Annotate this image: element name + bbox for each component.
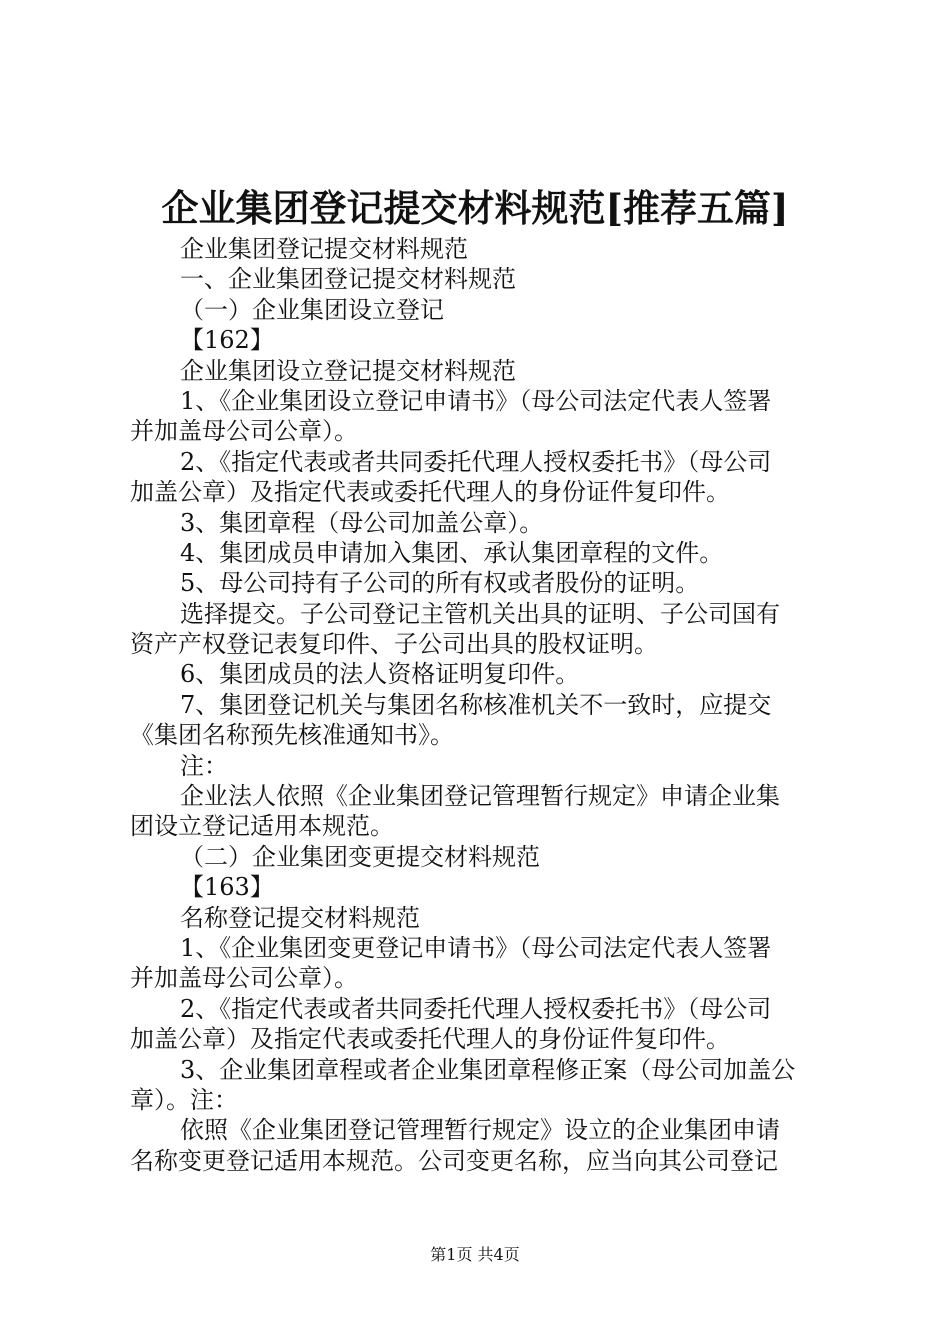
text-line: 并加盖母公司公章）。	[130, 964, 358, 993]
text-line: 一、企业集团登记提交材料规范	[180, 265, 516, 294]
text-line: 团设立登记适用本规范。	[130, 812, 394, 841]
text-line: 4、集团成员申请加入集团、承认集团章程的文件。	[180, 538, 724, 567]
text-line: 《集团名称预先核准通知书》。	[130, 721, 454, 750]
text-line: 企业集团登记提交材料规范	[180, 235, 468, 263]
text-line: 名称登记提交材料规范	[180, 903, 420, 932]
document-body	[130, 234, 830, 1176]
text-line: 6、集团成员的法人资格证明复印件。	[180, 660, 580, 689]
text-line: 3、企业集团章程或者企业集团章程修正案（母公司加盖公	[180, 1055, 796, 1084]
text-line: 名称变更登记适用本规范。公司变更名称，应当向其公司登记	[130, 1146, 778, 1175]
text-line: 7、集团登记机关与集团名称核准机关不一致时，应提交	[180, 690, 772, 719]
text-line: 【163】	[180, 873, 274, 902]
text-line: 加盖公章）及指定代表或委托代理人的身份证件复印件。	[130, 1025, 730, 1054]
text-line: （二）企业集团变更提交材料规范	[180, 842, 540, 871]
text-line: 选择提交。子公司登记主管机关出具的证明、子公司国有	[180, 599, 780, 628]
text-line: 1、《企业集团设立登记申请书》（母公司法定代表人签署	[180, 386, 772, 415]
text-line: 资产产权登记表复印件、子公司出具的股权证明。	[130, 630, 658, 659]
text-line: 1、《企业集团变更登记申请书》（母公司法定代表人签署	[180, 933, 772, 962]
page-footer: 第1页 共4页	[430, 1245, 520, 1264]
text-line: 加盖公章）及指定代表或委托代理人的身份证件复印件。	[130, 478, 730, 507]
text-line: 3、集团章程（母公司加盖公章）。	[180, 508, 544, 537]
text-line: 企业法人依照《企业集团登记管理暂行规定》申请企业集	[180, 782, 780, 811]
text-line: 2、《指定代表或者共同委托代理人授权委托书》（母公司	[180, 447, 772, 476]
text-line: 5、母公司持有子公司的所有权或者股份的证明。	[180, 569, 700, 598]
text-line: 并加盖母公司公章）。	[130, 417, 358, 446]
text-line: 依照《企业集团登记管理暂行规定》设立的企业集团申请	[180, 1116, 780, 1145]
text-line: 【162】	[180, 326, 274, 355]
document-title: 企业集团登记提交材料规范[推荐五篇]	[161, 186, 789, 230]
text-line: 注：	[180, 751, 228, 780]
text-line: 章）。注：	[130, 1085, 238, 1114]
text-line: 2、《指定代表或者共同委托代理人授权委托书》（母公司	[180, 994, 772, 1023]
text-line: （一）企业集团设立登记	[180, 295, 444, 324]
text-line: 企业集团设立登记提交材料规范	[180, 356, 516, 385]
